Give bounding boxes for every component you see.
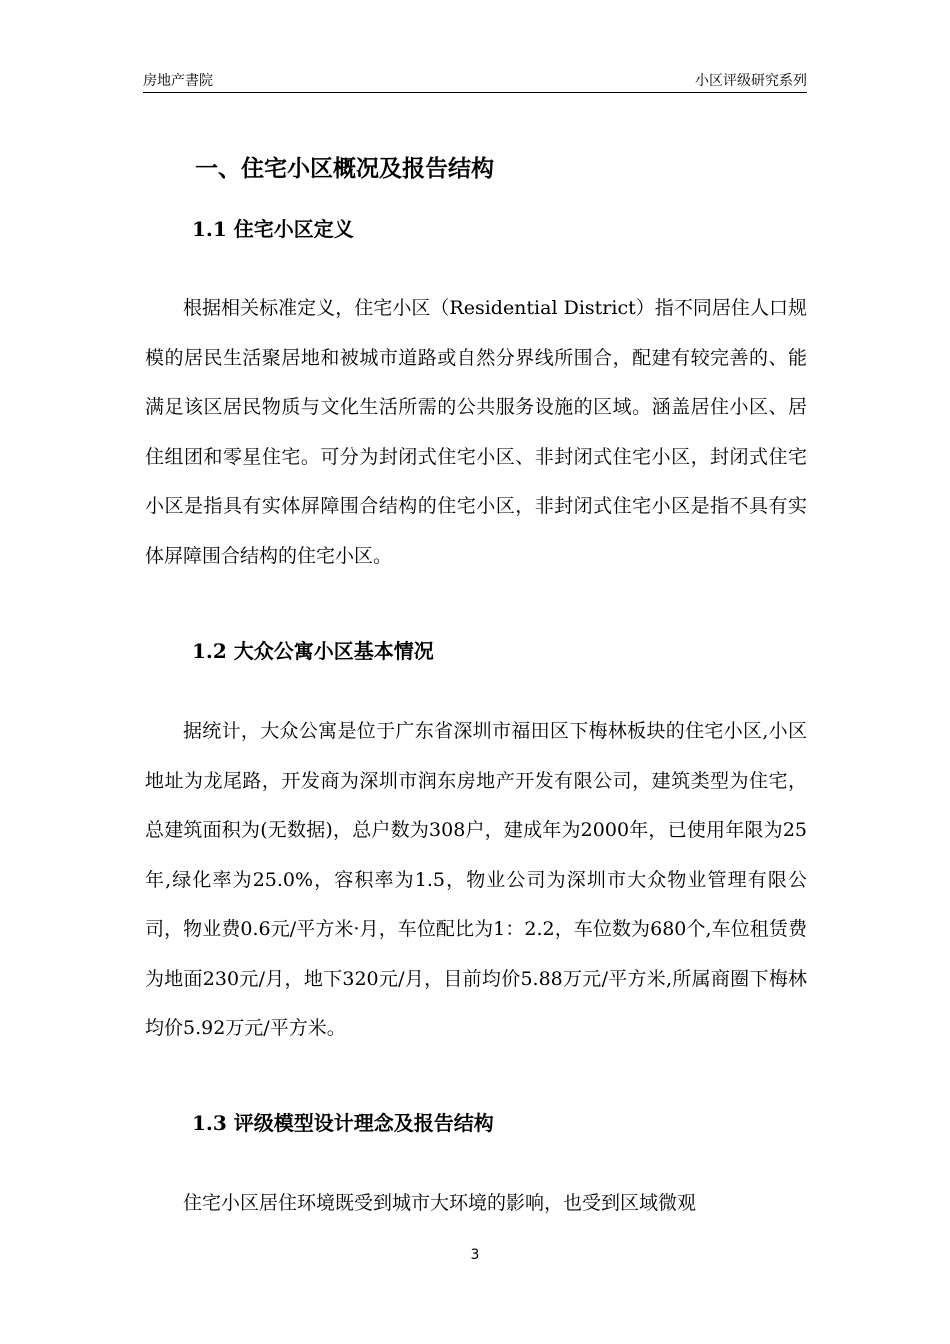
section-1-3-title: 1.3 评级模型设计理念及报告结构 <box>192 1111 494 1135</box>
chapter-title: 一、住宅小区概况及报告结构 <box>195 155 494 182</box>
section-1-1-paragraph: 根据相关标准定义，住宅小区（Residential District）指不同居住人口规模的居民生活聚居地和被城市道路或自然分界线所围合，配建有较完善的、能满足该区居民物质与文化生活所需的公共服务设施的区域。涵盖居住小区、居住组团和零星住宅。可分为封闭式住宅小区、非封闭式住宅小区，封闭式住宅小区是指具有实体屏障围合结构的住宅小区，非封闭式住宅小区是指不具有实体屏障围合结构的住宅小区。 <box>145 297 807 567</box>
section-1-2-title: 1.2 大众公寓小区基本情况 <box>192 639 434 663</box>
page-number: 3 <box>470 1247 480 1263</box>
page-header <box>143 70 807 90</box>
header-right-text: 小区评级研究系列 <box>695 73 807 89</box>
section-1-1-title: 1.1 住宅小区定义 <box>192 217 354 241</box>
header-divider <box>143 92 807 93</box>
section-1-3-paragraph: 住宅小区居住环境既受到城市大环境的影响，也受到区域微观 <box>183 1192 697 1214</box>
section-1-2-paragraph: 据统计，大众公寓是位于广东省深圳市福田区下梅林板块的住宅小区,小区地址为龙尾路，开发商为深圳市润东房地产开发有限公司，建筑类型为住宅，总建筑面积为(无数据)，总户数为308户，建成年为2000年，已使用年限为25年,绿化率为25.0%，容积率为1.5，物业公司为深圳市大众物业管理有限公司，物业费0.6元/平方米·月，车位配比为1：2.2，车位数为680个,车位租赁费为地面230元/月，地下320元/月，目前均价5.88万元/平方米,所属商圈下梅林均价5.92万元/平方米。 <box>145 720 807 1039</box>
header-left-text: 房地产書院 <box>143 73 213 89</box>
